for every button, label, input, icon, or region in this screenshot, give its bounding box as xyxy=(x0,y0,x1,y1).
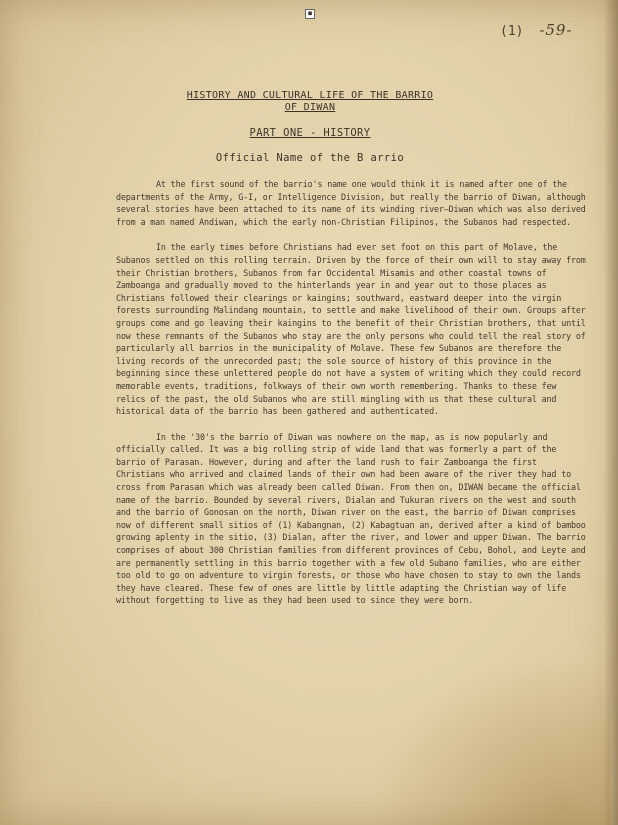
page-number-handwritten: -59- xyxy=(539,21,573,39)
part-heading: PART ONE - HISTORY xyxy=(249,127,371,139)
document-body xyxy=(116,178,590,607)
section-heading: Official Name of the B arrio xyxy=(215,152,405,164)
page-number-typed: (1) xyxy=(500,24,524,39)
document-title-line1: HISTORY AND CULTURAL LIFE OF THE BARRIO xyxy=(186,90,434,101)
document-title-line2: OF DIWAN xyxy=(284,102,336,113)
paragraph-1: At the first sound of the barrio's name one would think it is named after one of the departments of the Army, G-I, or Intelligence Division, but really the barrio of Diwan, although several stories have been attached to its name of its winding river—Diwan which was also derived from a man named Andiwan, which the early non-Christian Filipinos, the Subanos had respected. xyxy=(116,179,586,227)
paragraph-2: In the early times before Christians had ever set foot on this part of Molave, the Subanos settled on this rolling terrain. Driven by the force of their own will to stay away from their Christian brothers, Subanos from far Occidental Misamis and other coastal towns of Zamboanga and gradually moved to the hinterlands year in and year out to those places as Christians followed their clearings or kaingins; southward, eastward deeper into the virgin forests surrounding Malindang mountain, to settle and make livelihood of their own. Groups after groups come and go leaving their kaingins to the benefit of their Christian brothers, that until now these remnants of the Subanos who stay are the only persons who could tell the real story of particularly all barrios in the municipality of Molave. These few Subanos are therefore the living records of the unrecorded past; the sole source of history of this province in the beginning since these unlettered people do not have a system of writing which they could record memorable events, traditions, folkways of their own worth remembering. Thanks to these few relics of the past, the old Subanos who are still mingling with us that these cultural and historical data of the barrio has been gathered and authenticated. xyxy=(116,242,586,417)
scan-marker-icon: ■ xyxy=(305,9,315,19)
paper-stain xyxy=(370,655,610,825)
paragraph-3: In the '30's the barrio of Diwan was nowhere on the map, as is now popularly and officially called. It was a big rolling strip of wide land that was formerly a part of the barrio of Parasan. However, during and after the land rush to fair Zamboanga the first Christians who arrived and claimed lands of their own had been aware of the river they had to cross from Parasan which was already been called Diwan. From then on, DIWAN became the official name of the barrio. Bounded by several rivers, Dialan and Tukuran rivers on the west and south and the barrio of Gonosan on the north, Diwan river on the east, the barrio of Diwan comprises now of different small sitios of (1) Kabangnan, (2) Kabagtuan an, derived after a kind of bamboo growing aplenty in the sitio, (3) Dialan, after the river, and lower and upper Diwan. The barrio comprises of about 300 Christian families from different provinces of Cebu, Bohol, and Leyte and are permanently settling in this barrio together with a few old Subano families, who are either too old to go on adventure to virgin forests, or those who have chosen to stay to own the lands they have cleared. These few of ones are little by little adapting the Christian way of life without forgetting to live as they had been used to since they were born. xyxy=(116,431,586,606)
page-number xyxy=(500,21,573,39)
